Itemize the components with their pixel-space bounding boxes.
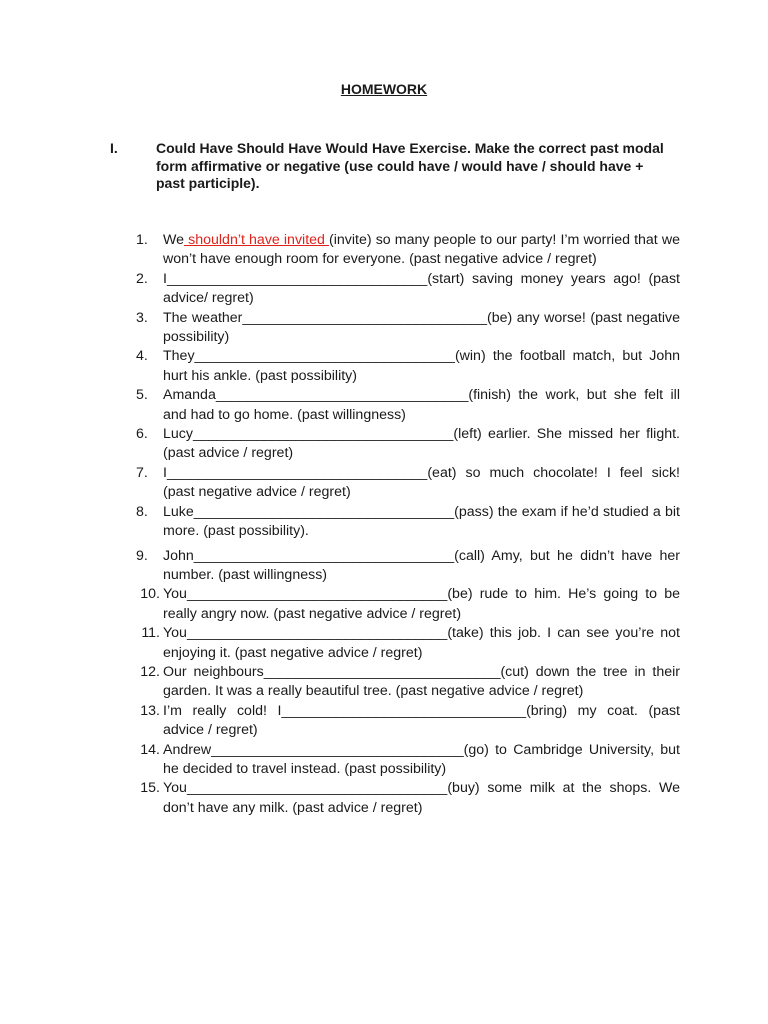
exercise-number: 11. — [141, 625, 160, 642]
exercise-number: 4. — [136, 348, 148, 365]
exercise-number: 6. — [136, 426, 148, 443]
exercise-number: 3. — [136, 309, 148, 326]
exercise-text-after: (cut) down the tree in their garden. It was a really beautiful tree. (past negative advice / regret) — [163, 663, 680, 700]
exercise-item — [132, 741, 680, 780]
exercise-answer: shouldn’t have invited — [184, 232, 330, 248]
exercise-item — [132, 779, 680, 818]
exercise-text-after: (be) any worse! (past negative possibility) — [163, 309, 681, 346]
exercise-text-after: (take) this job. I can see you’re not enjoying it. (past negative advice / regret) — [163, 625, 680, 661]
exercise-item — [132, 663, 680, 702]
section-number: I. — [110, 140, 118, 156]
exercise-text-after: (invite) so many people to our party! I’m worried that we won’t have enough room for everyone. (past negative advice / regret) — [163, 232, 680, 268]
exercise-number: 9. — [136, 547, 148, 564]
exercise-item — [132, 702, 680, 741]
page-title: HOMEWORK — [340, 81, 428, 97]
exercise-number: 7. — [136, 464, 148, 481]
exercise-item — [132, 270, 680, 309]
exercise-item — [132, 624, 680, 663]
exercise-item — [132, 464, 680, 503]
exercise-number: 14. — [140, 741, 160, 758]
exercise-text-after: (go) to Cambridge University, but he decided to travel instead. (past possibility) — [163, 741, 680, 777]
exercise-text-after: (start) saving money years ago! (past advice/ regret) — [163, 270, 680, 307]
exercise-text-after: (pass) the exam if he’d studied a bit more. (past possibility). — [163, 503, 680, 540]
exercise-text-before: I_________________________________ — [163, 270, 428, 287]
exercise-text-before: You_________________________________ — [163, 625, 448, 642]
exercise-text-after: (bring) my coat. (past advice / regret) — [163, 702, 680, 739]
exercise-text-before: We — [163, 232, 185, 248]
exercise-number: 15. — [140, 780, 160, 797]
exercise-item — [132, 503, 680, 542]
exercise-number: 1. — [136, 232, 148, 248]
exercise-item — [132, 231, 680, 270]
exercise-text-before: The weather_______________________________ — [163, 309, 488, 326]
exercise-number: 10. — [140, 586, 160, 603]
exercise-text-before: I’m really cold! I_______________________________ — [163, 702, 527, 719]
exercise-text-after: (left) earlier. She missed her flight. (past advice / regret) — [163, 426, 680, 462]
exercise-number: 12. — [140, 663, 160, 680]
exercise-item — [132, 347, 680, 386]
exercise-text-before: John_________________________________ — [163, 547, 455, 564]
exercise-text-after: (be) rude to him. He’s going to be really angry now. (past negative advice / regret) — [163, 586, 680, 622]
exercise-text-before: Our neighbours______________________________ — [163, 663, 501, 680]
exercise-text-after: (finish) the work, but she felt ill and had to go home. (past willingness) — [163, 387, 680, 423]
exercise-text-after: (call) Amy, but he didn’t have her number. (past willingness) — [163, 547, 680, 583]
exercise-list — [132, 231, 680, 818]
exercise-text-after: (eat) so much chocolate! I feel sick! (past negative advice / regret) — [163, 464, 680, 501]
exercise-item — [132, 585, 680, 624]
exercise-item — [132, 309, 680, 348]
exercise-number: 8. — [136, 503, 148, 520]
exercise-text-after: (buy) some milk at the shops. We don’t have any milk. (past advice / regret) — [163, 780, 680, 816]
exercise-item — [132, 547, 680, 586]
exercise-text-before: They_________________________________ — [163, 348, 455, 365]
exercise-text-before: Lucy_________________________________ — [163, 426, 454, 443]
exercise-number: 13. — [140, 702, 160, 719]
exercise-number: 5. — [136, 387, 148, 404]
exercise-text-before: Amanda________________________________ — [163, 387, 469, 404]
exercise-item — [132, 425, 680, 464]
exercise-text-before: You_________________________________ — [163, 586, 448, 603]
exercise-text-before: Luke_________________________________ — [163, 503, 455, 520]
exercise-number: 2. — [136, 270, 148, 287]
exercise-text-after: (win) the football match, but John hurt his ankle. (past possibility) — [163, 348, 680, 384]
exercise-text-before: Andrew________________________________ — [163, 741, 464, 758]
exercise-text-before: You_________________________________ — [163, 780, 448, 797]
exercise-text-before: I_________________________________ — [163, 464, 428, 481]
section-instruction: Could Have Should Have Would Have Exercise. Make the correct past modal form affirmative or negative (use could have / would have / should have + past participle). — [156, 140, 664, 191]
exercise-item — [132, 386, 680, 425]
